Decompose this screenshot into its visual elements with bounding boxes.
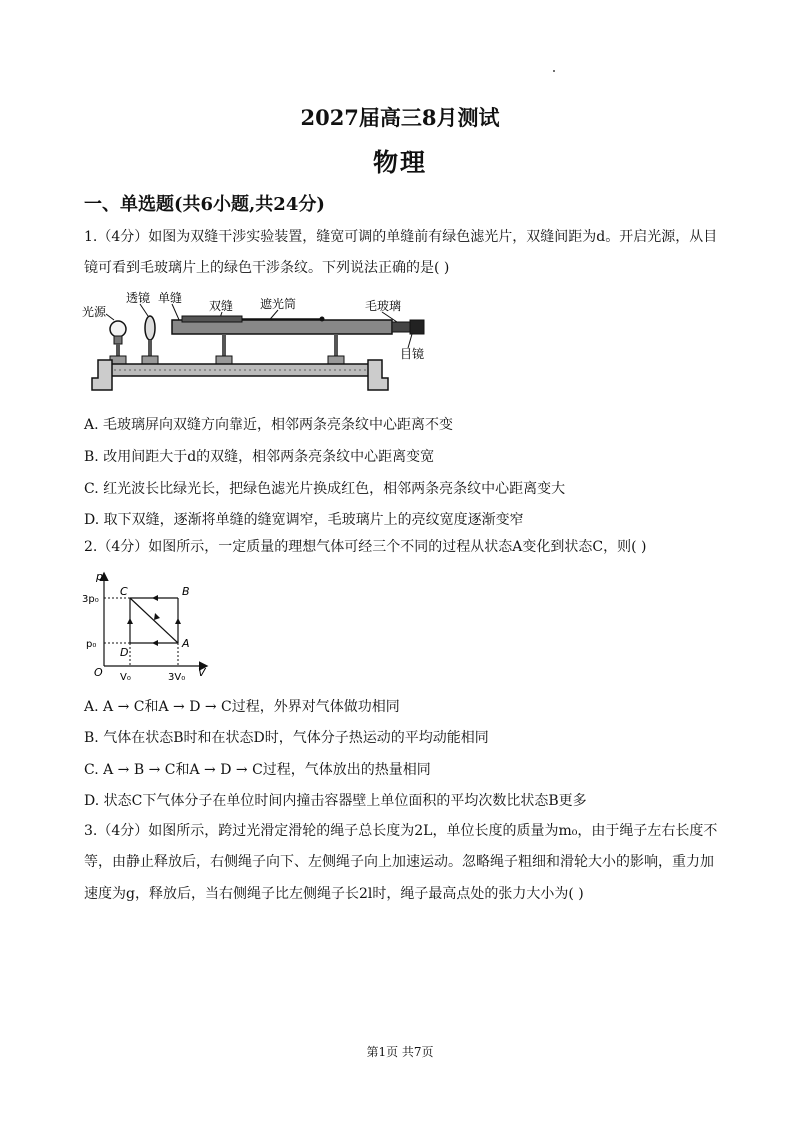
q1-option-d[interactable]: D. 取下双缝，逐渐将单缝的缝宽调窄，毛玻璃片上的亮纹宽度逐渐变窄 [84, 512, 524, 528]
point-b-label: B [182, 585, 190, 598]
point-c-label: C [120, 585, 128, 598]
q3-stem-line1: 3.（4分）如图所示，跨过光滑定滑轮的绳子总长度为2L，单位长度的质量为m₀，由于绳子左右长度不 [84, 823, 718, 839]
q1-option-b[interactable]: B. 改用间距大于d的双缝，相邻两条亮条纹中心距离变宽 [84, 449, 435, 465]
label-single-slit: 单缝 [158, 291, 183, 305]
pv-diagram [82, 568, 212, 686]
tick-3p0: 3p₀ [82, 594, 99, 605]
q1-option-a[interactable]: A. 毛玻璃屏向双缝方向靠近，相邻两条亮条纹中心距离不变 [84, 417, 454, 433]
q2-option-d[interactable]: D. 状态C下气体分子在单位时间内撞击容器壁上单位面积的平均次数比状态B更多 [84, 793, 587, 809]
exam-title: 2027届高三8月测试 [300, 105, 500, 130]
label-light-source: 光源 [82, 305, 107, 319]
v-axis-label: V [198, 666, 206, 679]
q3-stem-line3: 速度为g，释放后，当右侧绳子比左侧绳子长2l时，绳子最高点处的张力大小为( ) [84, 886, 584, 902]
tick-p0: p₀ [86, 639, 97, 650]
label-light-tube: 遮光筒 [260, 297, 297, 311]
p-axis-label: p [96, 570, 103, 583]
page-footer: 第1页 共7页 [366, 1045, 434, 1059]
q2-option-b[interactable]: B. 气体在状态B时和在状态D时，气体分子热运动的平均动能相同 [84, 730, 489, 746]
point-a-label: A [182, 637, 190, 650]
point-d-label: D [120, 646, 129, 659]
tick-3v0: 3V₀ [168, 672, 186, 683]
section-heading: 一、单选题(共6小题,共24分) [84, 194, 325, 215]
q1-stem-line1: 1.（4分）如图为双缝干涉实验装置，缝宽可调的单缝前有绿色滤光片，双缝间距为d。开启光源，从目 [84, 229, 718, 245]
double-slit-apparatus-figure [82, 290, 442, 402]
q3-stem-line2: 等，由静止释放后，右侧绳子向下、左侧绳子向上加速运动。忽略绳子粗细和滑轮大小的影响，重力加 [84, 854, 714, 870]
label-frosted-glass: 毛玻璃 [365, 299, 402, 313]
label-double-slit: 双缝 [209, 299, 234, 313]
q1-stem-line2: 镜可看到毛玻璃片上的绿色干涉条纹。下列说法正确的是( ) [84, 260, 450, 276]
label-eyepiece: 目镜 [400, 347, 425, 361]
q2-option-c[interactable]: C. A → B → C和A → D → C过程，气体放出的热量相同 [84, 762, 431, 778]
origin-label: O [94, 666, 103, 679]
label-lens: 透镜 [126, 291, 151, 305]
scan-dot [553, 70, 555, 72]
q2-option-a[interactable]: A. A → C和A → D → C过程，外界对气体做功相同 [84, 699, 400, 715]
subject-title: 物理 [372, 148, 427, 177]
tick-v0: V₀ [120, 672, 131, 683]
q1-option-c[interactable]: C. 红光波长比绿光长，把绿色滤光片换成红色，相邻两条亮条纹中心距离变大 [84, 481, 566, 497]
q2-stem: 2.（4分）如图所示，一定质量的理想气体可经三个不同的过程从状态A变化到状态C，则( ) [84, 539, 647, 555]
